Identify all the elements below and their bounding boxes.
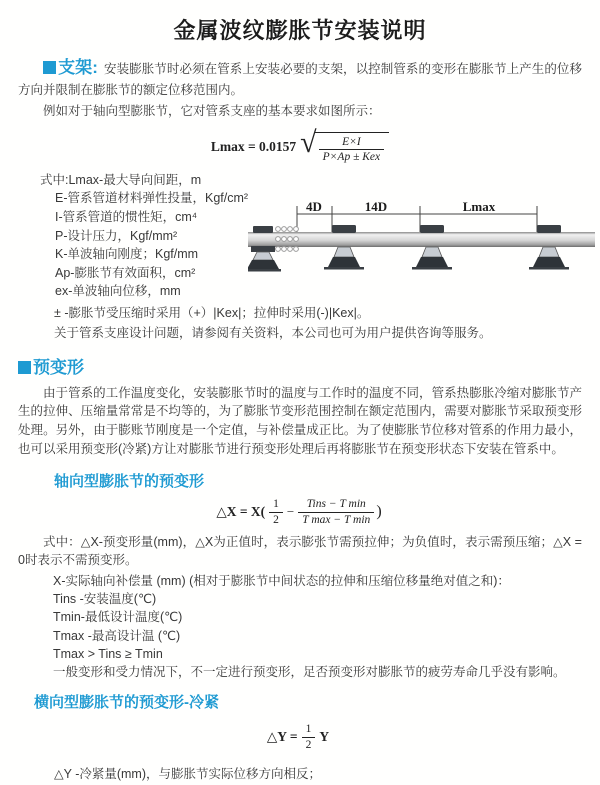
frac-den: 2 (273, 513, 279, 526)
axial-variable-list (18, 572, 582, 681)
frac-num: 1 (302, 722, 316, 737)
axial-variable-line: Tins -安装温度(℃) (53, 592, 157, 607)
close-paren: ) (376, 503, 382, 520)
consult-note: 关于管系支座设计问题，请参阅有关资料，本公司也可为用户提供咨询等服务。 (54, 325, 492, 340)
page-title: 金属波纹膨胀节安装说明 (173, 18, 427, 43)
pipe-support-diagram (248, 199, 595, 299)
lateral-subheading: 横向型膨胀节的预变形-冷紧 (34, 694, 219, 712)
variables-and-diagram (18, 171, 582, 303)
axial-variable-line: 一般变形和受力情况下，不一定进行预变形，足否预变形对膨胀节的疲劳寿命几乎没有影响。 (53, 665, 566, 680)
formula-lmax-denominator: P×Ap ± Kex (322, 151, 381, 164)
section-square-icon (43, 61, 56, 74)
section-heading-predeform-label: 预变形 (33, 357, 84, 377)
section-square-icon (18, 361, 31, 374)
variable-line: P-设计压力，Kgf/mm² (55, 228, 178, 243)
minus-operator: − (286, 504, 295, 519)
variable-line: Ap-膨胀节有效面积，cm² (55, 265, 196, 280)
variable-line: ex-单波轴向位移，mm (55, 284, 181, 299)
frac-num: Tins − T min (298, 497, 374, 512)
radical-sign: √ (300, 126, 317, 159)
variable-line: K-单波轴向刚度；Kgf/mm (55, 247, 199, 262)
formula-axial-lhs: △X = X( (216, 504, 266, 519)
frac-den: 2 (305, 738, 312, 751)
axial-variable-line: Tmin-最低设计温度(℃) (53, 610, 183, 625)
guide-support (412, 225, 452, 270)
axial-variable-line: Tmax > Tins ≥ Tmin (53, 646, 163, 661)
formula-lateral-rhs: Y (319, 729, 330, 745)
axial-formula-note: 式中：△X-预变形量(mm)，△X为正值时，表示膨张节需预拉伸；为负值时，表示需预压缩；△X = 0时表示不需预变形。 (18, 534, 582, 568)
lateral-formula-note: △Y -冷紧量(mm)，与膨胀节实际位移方向相反； (54, 767, 322, 782)
support-intro-text: 安装膨胀节时必须在管系上安装必要的支架，以控制管系的变形在膨胀节上产生的位移方向并限制在膨胀节的额定位移范围内。 (18, 62, 582, 97)
section-heading-support-label: 支架: (58, 58, 98, 77)
predeform-paragraph: 由于管系的工作温度变化，安装膨胀节时的温度与工作时的温度不同，管系热膨胀冷缩对膨胀节产生的拉伸、压缩量常常是不均等的，为了膨胀节变形范围控制在额定范围内，需要对膨胀节采取预变形处理。另外，由于膨账节刚度是一个定值，与补偿量成正比。为了使膨胀节位移对管系的作用力最小，也可以采用预变形(冷紧)方让对膨胀节进行预变形处理后再将膨胀节在预变形状态下安装在管系中。 (18, 385, 582, 456)
sqrt-radical (300, 126, 389, 165)
formula-lmax (18, 126, 582, 165)
support-intro-paragraph (18, 57, 582, 101)
section-heading-predeform (18, 353, 582, 378)
formula-lateral-coldpull (18, 722, 582, 752)
guide-support (529, 225, 569, 270)
dim-label-lmax: Lmax (462, 198, 496, 214)
frac-num: 1 (269, 497, 283, 512)
fraction-temperature (298, 497, 374, 527)
variable-line: 式中:Lmax-最大导向间距，m (40, 172, 202, 187)
pipe (248, 232, 595, 247)
dim-label-14d: 14D (364, 198, 388, 214)
support-example-line: 例如对于轴向型膨胀节，它对管系支座的基本要求如图所示： (43, 104, 381, 118)
plus-minus-note: ± -膨胀节受压缩时采用（+）|Kex|；拉伸时采用(-)|Kex|。 (54, 305, 370, 320)
guide-support (324, 225, 364, 270)
formula-lmax-numerator: E×I (319, 135, 385, 150)
section-heading-support (43, 58, 98, 77)
axial-variable-line: Tmax -最高设计温 (℃) (53, 628, 181, 643)
formula-lmax-lhs: Lmax = 0.0157 (210, 139, 297, 155)
fraction-one-half (302, 722, 316, 752)
formula-lateral-lhs: △Y = (266, 729, 298, 745)
frac-den: T max − T min (302, 513, 371, 526)
axial-subheading: 轴向型膨胀节的预变形 (54, 473, 205, 491)
variable-line: I-管系管道的惯性矩，cm⁴ (55, 209, 198, 224)
fraction-one-half (269, 497, 283, 527)
formula-axial-predeform (18, 497, 582, 527)
dim-label-4d: 4D (306, 198, 322, 214)
variable-line: E-管系管道材料弹性投量，Kgf/cm² (55, 191, 249, 206)
axial-variable-line: X-实际轴向补偿量 (mm) (相对于膨胀节中间状态的拉伸和压缩位移量绝对值之和)： (53, 574, 510, 589)
